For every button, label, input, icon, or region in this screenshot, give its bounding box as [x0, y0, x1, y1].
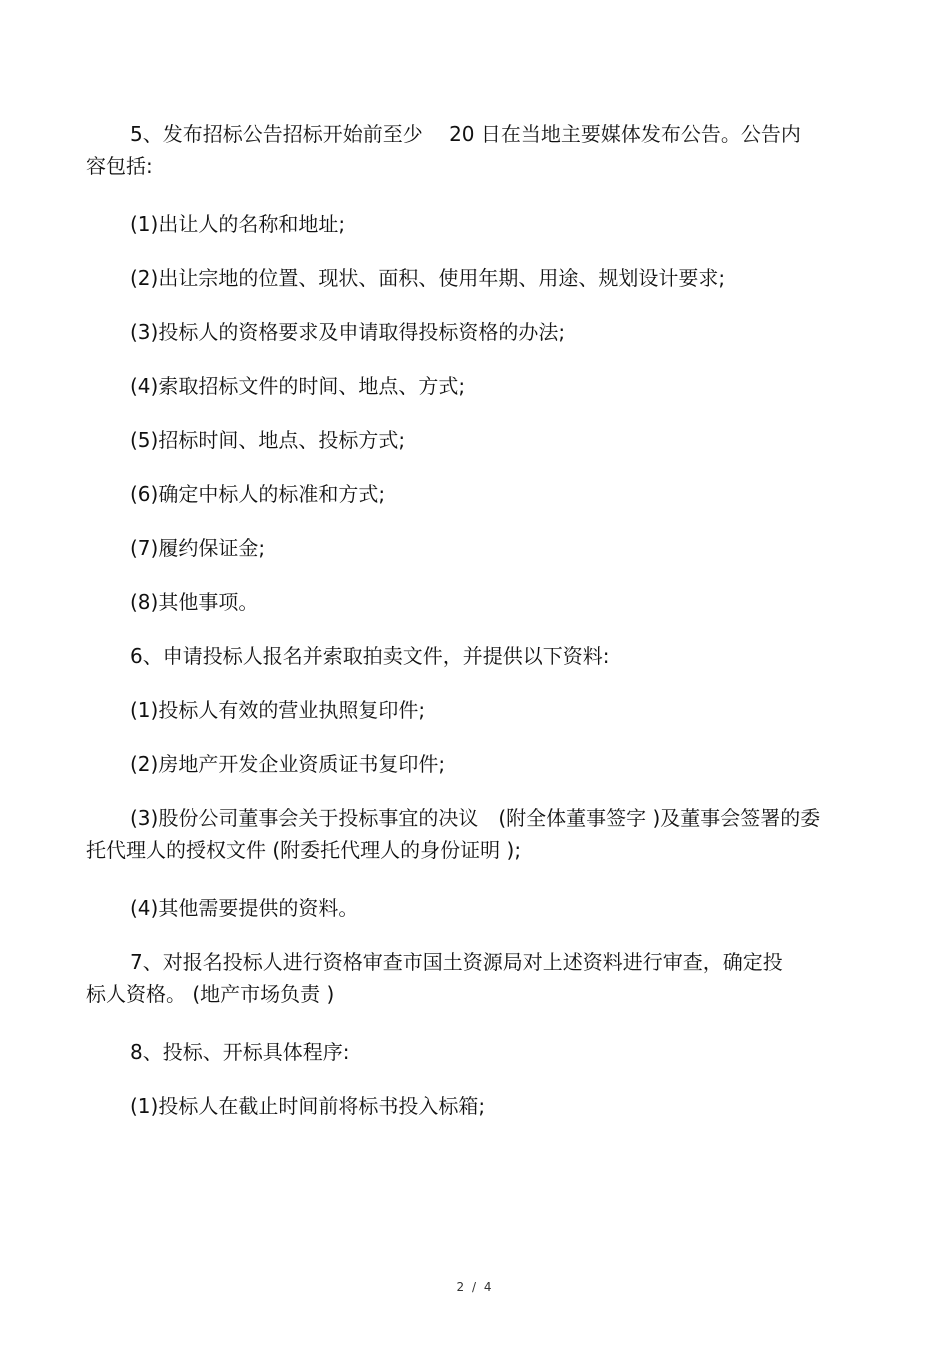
paragraph-line: (4)其他需要提供的资料。 [130, 896, 359, 920]
paragraph-line: (1)投标人在截止时间前将标书投入标箱; [130, 1094, 486, 1118]
list-item [86, 694, 866, 726]
list-item [86, 424, 866, 456]
paragraph-line: 5、发布招标公告招标开始前至少 20 日在当地主要媒体发布公告。公告内 [130, 122, 801, 146]
list-item [86, 892, 866, 924]
paragraph-line: (6)确定中标人的标准和方式; [130, 482, 386, 506]
paragraph-line: (3)投标人的资格要求及申请取得投标资格的办法; [130, 320, 566, 344]
paragraph-line: (1)出让人的名称和地址; [130, 212, 346, 236]
paragraph-line: (7)履约保证金; [130, 536, 266, 560]
paragraph-step-8 [86, 1036, 866, 1068]
paragraph-line: (4)索取招标文件的时间、地点、方式; [130, 374, 466, 398]
list-item [86, 478, 866, 510]
page-number: 2 / 4 [456, 1280, 494, 1294]
paragraph-line: (5)招标时间、地点、投标方式; [130, 428, 406, 452]
paragraph-line: (2)出让宗地的位置、现状、面积、使用年期、用途、规划设计要求; [130, 266, 726, 290]
list-item [86, 748, 866, 780]
list-item [86, 586, 866, 618]
paragraph-line: 托代理人的授权文件 (附委托代理人的身份证明 ); [86, 838, 522, 862]
paragraph-line: 7、对报名投标人进行资格审查市国土资源局对上述资料进行审查，确定投 [130, 950, 783, 974]
paragraph-line: (3)股份公司董事会关于投标事宜的决议 (附全体董事签字 )及董事会签署的委 [130, 806, 821, 830]
paragraph-step-7 [86, 946, 866, 1010]
paragraph-line: (1)投标人有效的营业执照复印件; [130, 698, 426, 722]
list-item [86, 802, 866, 866]
paragraph-line: 标人资格。 (地产市场负责 ) [86, 982, 335, 1006]
paragraph-line: (2)房地产开发企业资质证书复印件; [130, 752, 446, 776]
list-item [86, 316, 866, 348]
paragraph-step-5 [86, 118, 866, 182]
list-item [86, 370, 866, 402]
paragraph-line: 6、申请投标人报名并索取拍卖文件，并提供以下资料: [130, 644, 610, 668]
list-item [86, 262, 866, 294]
paragraph-step-6 [86, 640, 866, 672]
paragraph-line: 容包括: [86, 154, 153, 178]
paragraph-line: 8、投标、开标具体程序: [130, 1040, 350, 1064]
list-item [86, 208, 866, 240]
list-item [86, 1090, 866, 1122]
paragraph-line: (8)其他事项。 [130, 590, 259, 614]
list-item [86, 532, 866, 564]
